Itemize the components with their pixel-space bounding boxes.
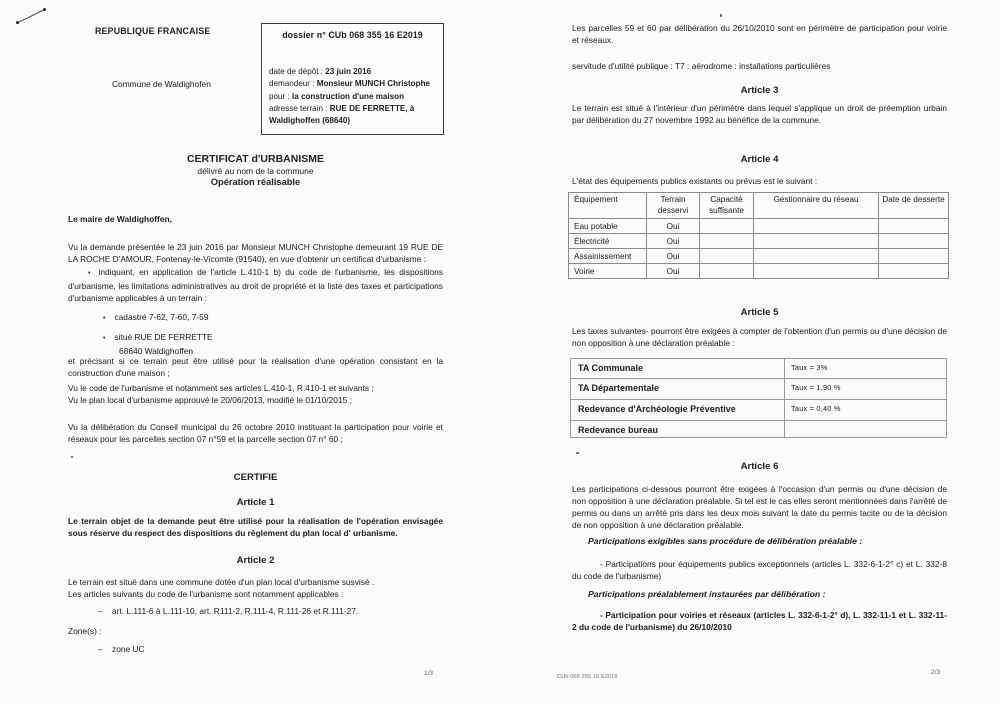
- cell-equipment: Eau potable: [569, 219, 647, 234]
- scan-speck: [71, 456, 73, 458]
- tax-label: Redevance d'Archéologie Préventive: [571, 400, 785, 421]
- cell-capacite: [700, 234, 754, 249]
- col-header-gestionnaire: Gestionnaire du réseau: [754, 193, 879, 219]
- table-row: [571, 400, 947, 421]
- article-2-heading: Article 2: [236, 555, 275, 566]
- article-3-heading: Article 3: [740, 85, 779, 96]
- dash-icon: –: [98, 644, 103, 654]
- para-vu-deliberation: Vu la délibération du Conseil municipal du 26 octobre 2010 instituant la participation pour voirie et réseaux pour les parcelles section 07 n°59 et la parcelle section 07 n° 60 ;: [68, 422, 443, 444]
- zones-item: – zone UC: [98, 644, 145, 654]
- document-subtitle: délivré au nom de la commune: [197, 166, 314, 176]
- article-2-line1: Le terrain est situé dans une commune dotée d'un plan local d'urbanisme susvisé .: [68, 577, 375, 587]
- certifie-heading: CERTIFIE: [233, 472, 278, 483]
- table-row: [569, 234, 949, 249]
- table-row: [571, 379, 947, 400]
- article-1-heading: Article 1: [236, 497, 275, 508]
- col-header-equipement: Équipement: [569, 193, 647, 219]
- col-header-capacite: Capacité suffisante: [700, 193, 754, 219]
- table-row: [571, 359, 947, 379]
- para-demande: Vu la demande présentée le 23 juin 2016 par Monsieur MUNCH Christophe demeurant 19 RUE DE LA ROCHE D'AMOUR, Fontenay-le-Vicomte (91540), en vue d'obtenir un certificat d'urbanisme :: [68, 242, 443, 264]
- tax-value: Taux = 3%: [785, 359, 947, 379]
- para-vu-codes: [68, 382, 443, 406]
- page-number-right: 2/3: [931, 669, 941, 676]
- bullet-icon: •: [103, 315, 106, 322]
- tax-table: [570, 358, 947, 438]
- participations-1-item: - Participations pour équipements publics exceptionnels (articles L. 332-6-1-2° c) et L. 332-8 du code de l'urbanisme): [572, 559, 947, 581]
- article-6-body: Les participations ci-dessous pourront être exigées à l'occasion d'un permis ou d'une décision de non opposition à une déclaration préalable. Si tel est le cas elles seront mentionnées dans l'arrêté de permis ou dans un arrêté pris dans les deux mois suivant la date du permis tacite ou de la décision de non opposition à une déclaration préalable.: [572, 484, 947, 530]
- para-vu-code: Vu le code de l'urbanisme et notamment ses articles L.410-1, R.410-1 et suivants ;: [68, 383, 374, 393]
- article-1-body: Le terrain objet de la demande peut être utilisé pour la réalisation de l'opération envisagée sous réserve du respect des dispositions du règlement du plan local d' urbanisme.: [68, 516, 443, 538]
- table-row: [571, 421, 947, 438]
- salutation: Le maire de Waldighoffen,: [68, 214, 172, 224]
- page-number-left: 1/3: [424, 670, 434, 677]
- cell-date: [879, 234, 949, 249]
- article-2-body: [68, 576, 443, 600]
- commune-label: Commune de Waldighofen: [112, 79, 211, 89]
- cell-desservi: Oui: [647, 219, 700, 234]
- tax-label: TA Départementale: [571, 379, 785, 400]
- republic-title: REPUBLIQUE FRANCAISE: [95, 26, 211, 36]
- tax-value: [785, 421, 947, 438]
- participations-1-heading: Participations exigibles sans procédure de délibération préalable :: [588, 536, 863, 546]
- article-4-heading: Article 4: [740, 154, 779, 165]
- document-title: CERTIFICAT d'URBANISME: [186, 153, 325, 165]
- equipment-table-header-row: [569, 193, 949, 219]
- table-row: [569, 249, 949, 264]
- article-6-heading: Article 6: [740, 461, 779, 472]
- pen-mark-dot-end: [43, 8, 46, 11]
- para-parcelles: Les parcelles 59 et 60 par délibération du 26/10/2010 sont en périmètre de participation pour voirie et réseaux.: [572, 23, 947, 45]
- cell-gestionnaire: [754, 249, 879, 264]
- cell-capacite: [700, 219, 754, 234]
- cell-gestionnaire: [754, 264, 879, 279]
- document-subtitle2: Opération réalisable: [210, 177, 301, 187]
- scan-speck: [720, 14, 722, 17]
- article-5-intro: Les taxes suivantes- pourront être exigées à compter de l'obtention d'un permis ou d'une décision de non opposition à une déclaration préalable :: [572, 326, 947, 348]
- field-date-depot: date de dépôt : 23 juin 2016: [269, 67, 372, 76]
- bullet-indiquant: • indiquant, en application de l'article L.410-1 b) du code de l'urbanisme, les dispositions d'urbanisme, les limitations administratives au droit de propriété et la liste des taxes et participations d'urbanisme applicables à un terrain :: [68, 267, 443, 303]
- field-adresse: adresse terrain : RUE DE FERRETTE, à Waldighoffen (68640): [269, 103, 415, 126]
- field-demandeur: demandeur : Monsieur MUNCH Christophe: [269, 79, 431, 89]
- cell-date: [879, 249, 949, 264]
- cell-capacite: [700, 264, 754, 279]
- footer-reference: CUb 068 255 16 E2019: [557, 674, 618, 680]
- field-pour: pour : la construction d'une maison: [269, 91, 405, 101]
- tax-label: TA Communale: [571, 359, 785, 379]
- cell-desservi: Oui: [647, 249, 700, 264]
- table-row: [569, 264, 949, 279]
- tax-label: Redevance bureau: [571, 421, 785, 438]
- pen-mark: [18, 10, 44, 24]
- bullet-situe-line2: 68640 Waldighoffen: [119, 346, 194, 356]
- table-row: [569, 219, 949, 234]
- article-5-heading: Article 5: [740, 307, 779, 318]
- cell-equipment: Électricité: [569, 234, 647, 249]
- bullet-cadastre: • cadastré 7-62, 7-60, 7-59: [103, 312, 209, 322]
- dossier-number: dossier n° CUb 068 355 16 E2019: [282, 30, 423, 40]
- tax-value: Taux = 1,90 %: [785, 379, 947, 400]
- dash-icon: –: [98, 606, 103, 616]
- cell-equipment: Voirie: [569, 264, 647, 279]
- document-title-block: [68, 153, 443, 187]
- zones-label: Zone(s) :: [68, 626, 102, 636]
- dossier-box: [261, 23, 444, 135]
- cell-date: [879, 264, 949, 279]
- cell-capacite: [700, 249, 754, 264]
- page-right: [500, 0, 1000, 704]
- article-2-line2: Les articles suivants du code de l'urbanisme sont notamment applicables :: [68, 589, 344, 599]
- participations-2-heading: Participations préalablement instaurées par délibération :: [588, 589, 826, 599]
- pen-mark-dot-start: [16, 21, 19, 24]
- cell-gestionnaire: [754, 219, 879, 234]
- scan-speck: [576, 452, 579, 454]
- cell-desservi: Oui: [647, 234, 700, 249]
- col-header-terrain-desservi: Terrain desservi: [647, 193, 700, 219]
- cell-equipment: Assainissement: [569, 249, 647, 264]
- tax-value: Taux = 0,40 %: [785, 400, 947, 421]
- col-header-date-desserte: Date de desserte: [879, 193, 949, 219]
- para-servitude: servitude d'utilité publique : T7 : aérodrome : installations particulières: [572, 61, 831, 71]
- article-2-item: – art. L.111-6 à L.111-10, art. R111-2, R.111-4, R.111-26 et R.111-27.: [98, 606, 359, 616]
- bullet-icon: •: [88, 270, 91, 277]
- para-vu-plan: Vu le plan local d'urbanisme approuvé le 20/06/2013, modifié le 01/10/2015 ;: [68, 395, 352, 405]
- article-3-body: Le terrain est situé à l'intérieur d'un périmètre dans lequel s'applique un droit de préemption urbain par délibération du 27 novembre 1992 au bénéfice de la commune.: [572, 103, 947, 125]
- equipment-table: [568, 192, 949, 279]
- article-4-intro: L'état des équipements publics existants ou prévus est le suivant :: [572, 176, 818, 186]
- participations-2-item: - Participation pour voiries et réseaux (articles L. 332-6-1-2° d), L. 332-11-1 et L. 332-11-2 du code de l'urbanisme) du 26/10/2010: [572, 610, 947, 632]
- cell-gestionnaire: [754, 234, 879, 249]
- para-precisant: et précisant si ce terrain peut être utilisé pour la réalisation d'une opération consistant en la construction d'une maison ;: [68, 356, 443, 378]
- bullet-situe: • situé RUE DE FERRETTE 68640 Waldighoffen: [103, 332, 213, 356]
- cell-date: [879, 219, 949, 234]
- cell-desservi: Oui: [647, 264, 700, 279]
- bullet-icon: •: [103, 335, 106, 342]
